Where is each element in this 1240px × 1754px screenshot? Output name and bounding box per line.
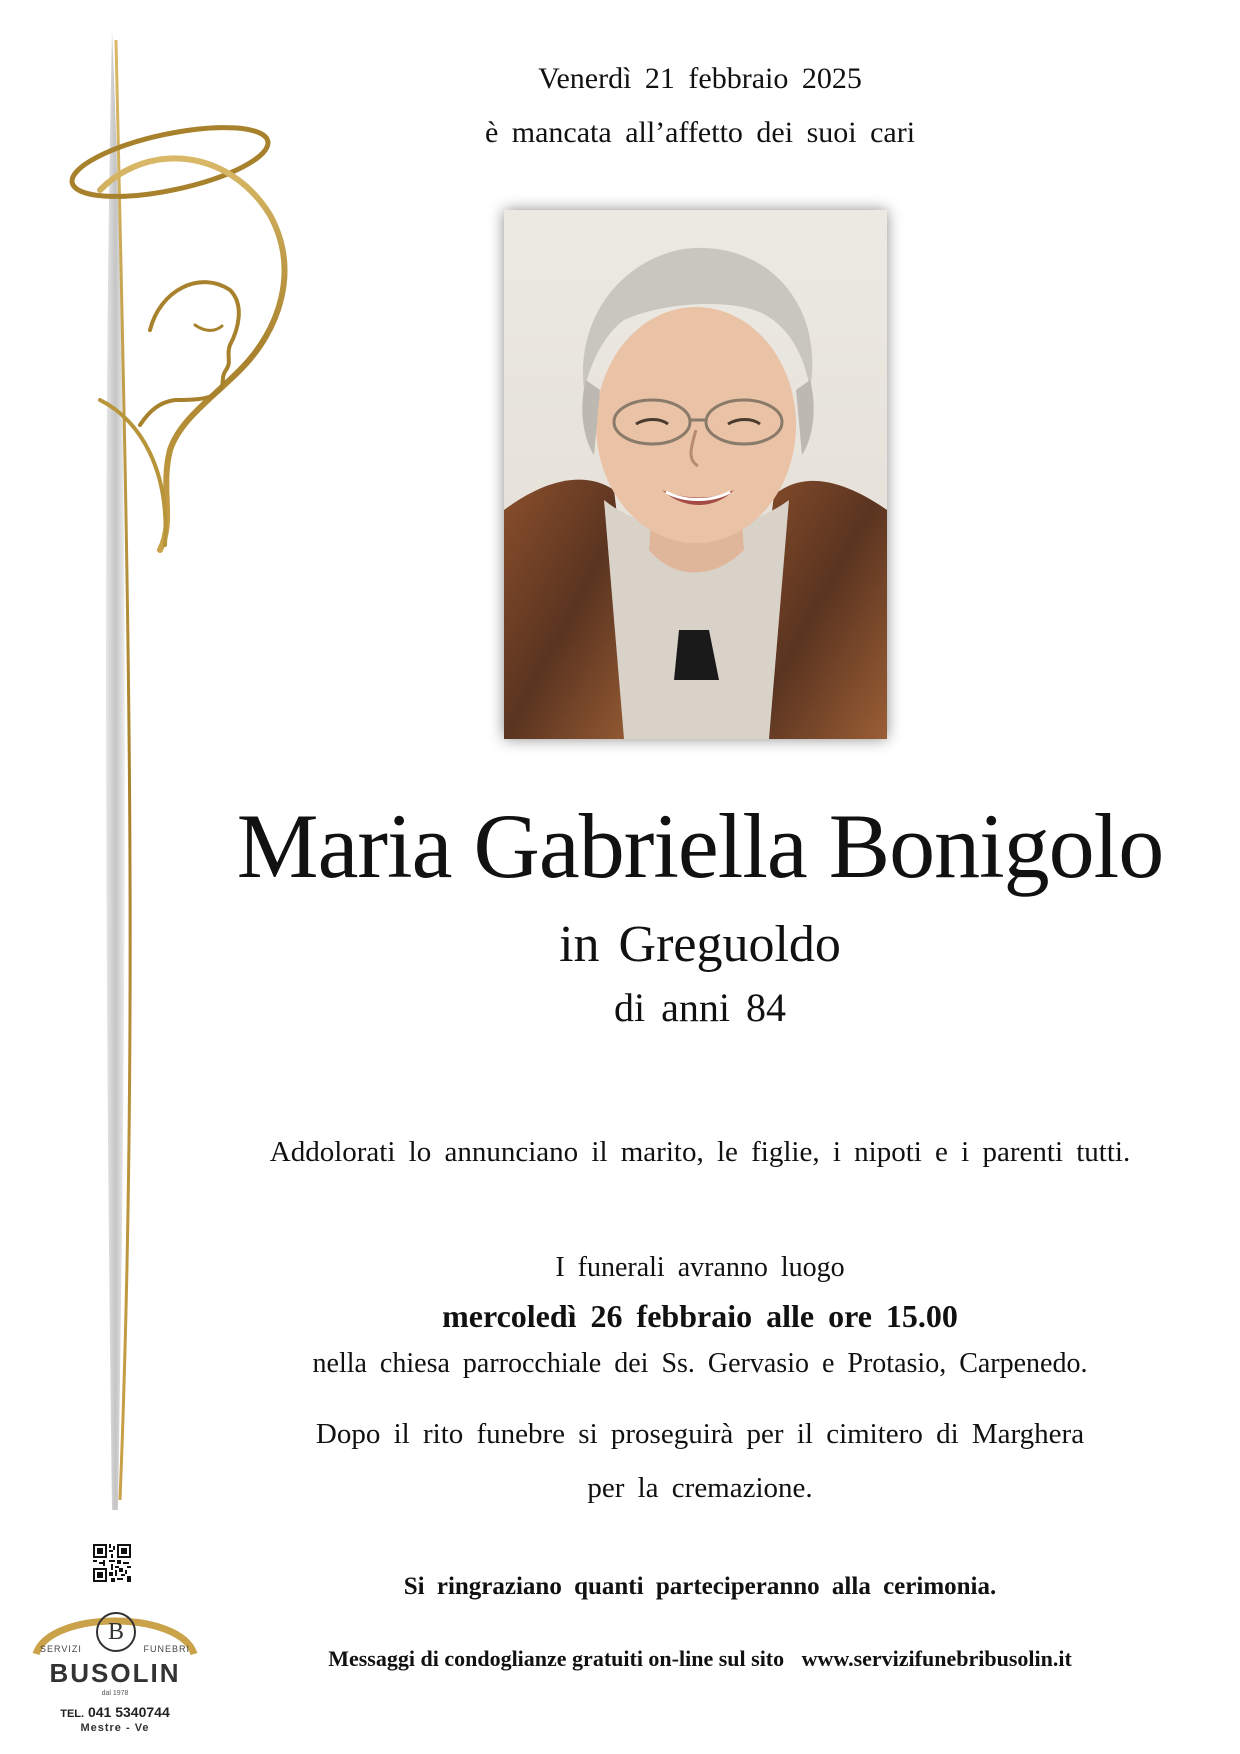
married-name: in Greguoldo bbox=[559, 916, 841, 973]
passed-away-line: è mancata all’affetto dei suoi cari bbox=[484, 116, 916, 149]
funeral-church: nella chiesa parrocchiale dei Ss. Gervasio e Protasio, Carpenedo. bbox=[312, 1348, 1088, 1379]
funeral-datetime: mercoledì 26 febbraio alle ore 15.00 bbox=[442, 1298, 958, 1334]
logo-since: dal 1978 bbox=[101, 1690, 129, 1697]
logo-phone-number[interactable]: 041 5340744 bbox=[87, 1704, 170, 1720]
logo-phone-label: TEL. bbox=[60, 1708, 85, 1720]
thanks-text: Si ringraziano quanti parteciperanno alla cerimonia. bbox=[403, 1573, 997, 1600]
logo-brand: BUSOLIN bbox=[49, 1658, 181, 1688]
age-line: di anni 84 bbox=[614, 985, 786, 1030]
logo-monogram: B bbox=[96, 1612, 136, 1652]
logo-city: Mestre - Ve bbox=[80, 1722, 150, 1734]
logo-left-word: SERVIZI bbox=[40, 1644, 82, 1654]
logo-phone bbox=[30, 1704, 200, 1720]
portrait-photo bbox=[504, 210, 887, 739]
veil bbox=[100, 158, 284, 550]
funeral-cemetery: Dopo il rito funebre si proseguirà per il cimitero di Marghera bbox=[315, 1418, 1085, 1450]
face-profile bbox=[140, 282, 239, 425]
qr-code-icon[interactable] bbox=[93, 1544, 131, 1582]
funeral-intro: I funerali avranno luogo bbox=[555, 1252, 845, 1283]
death-date: Venerdì 21 febbraio 2025 bbox=[538, 62, 862, 95]
logo-right-word: FUNEBRI bbox=[143, 1644, 190, 1654]
closed-eye bbox=[195, 325, 222, 330]
condolences-text: Messaggi di condoglianze gratuiti on-line sul sito bbox=[328, 1646, 785, 1671]
funeral-cremation: per la cremazione. bbox=[587, 1472, 813, 1504]
website-link[interactable]: www.servizifunebribusolin.it bbox=[801, 1646, 1072, 1671]
deceased-full-name: Maria Gabriella Bonigolo bbox=[236, 795, 1164, 897]
announcement-text: Addolorati lo annunciano il marito, le figlie, i nipoti e i parenti tutti. bbox=[269, 1136, 1131, 1168]
busolin-logo bbox=[30, 1592, 200, 1742]
condolences-footer bbox=[200, 1646, 1200, 1672]
